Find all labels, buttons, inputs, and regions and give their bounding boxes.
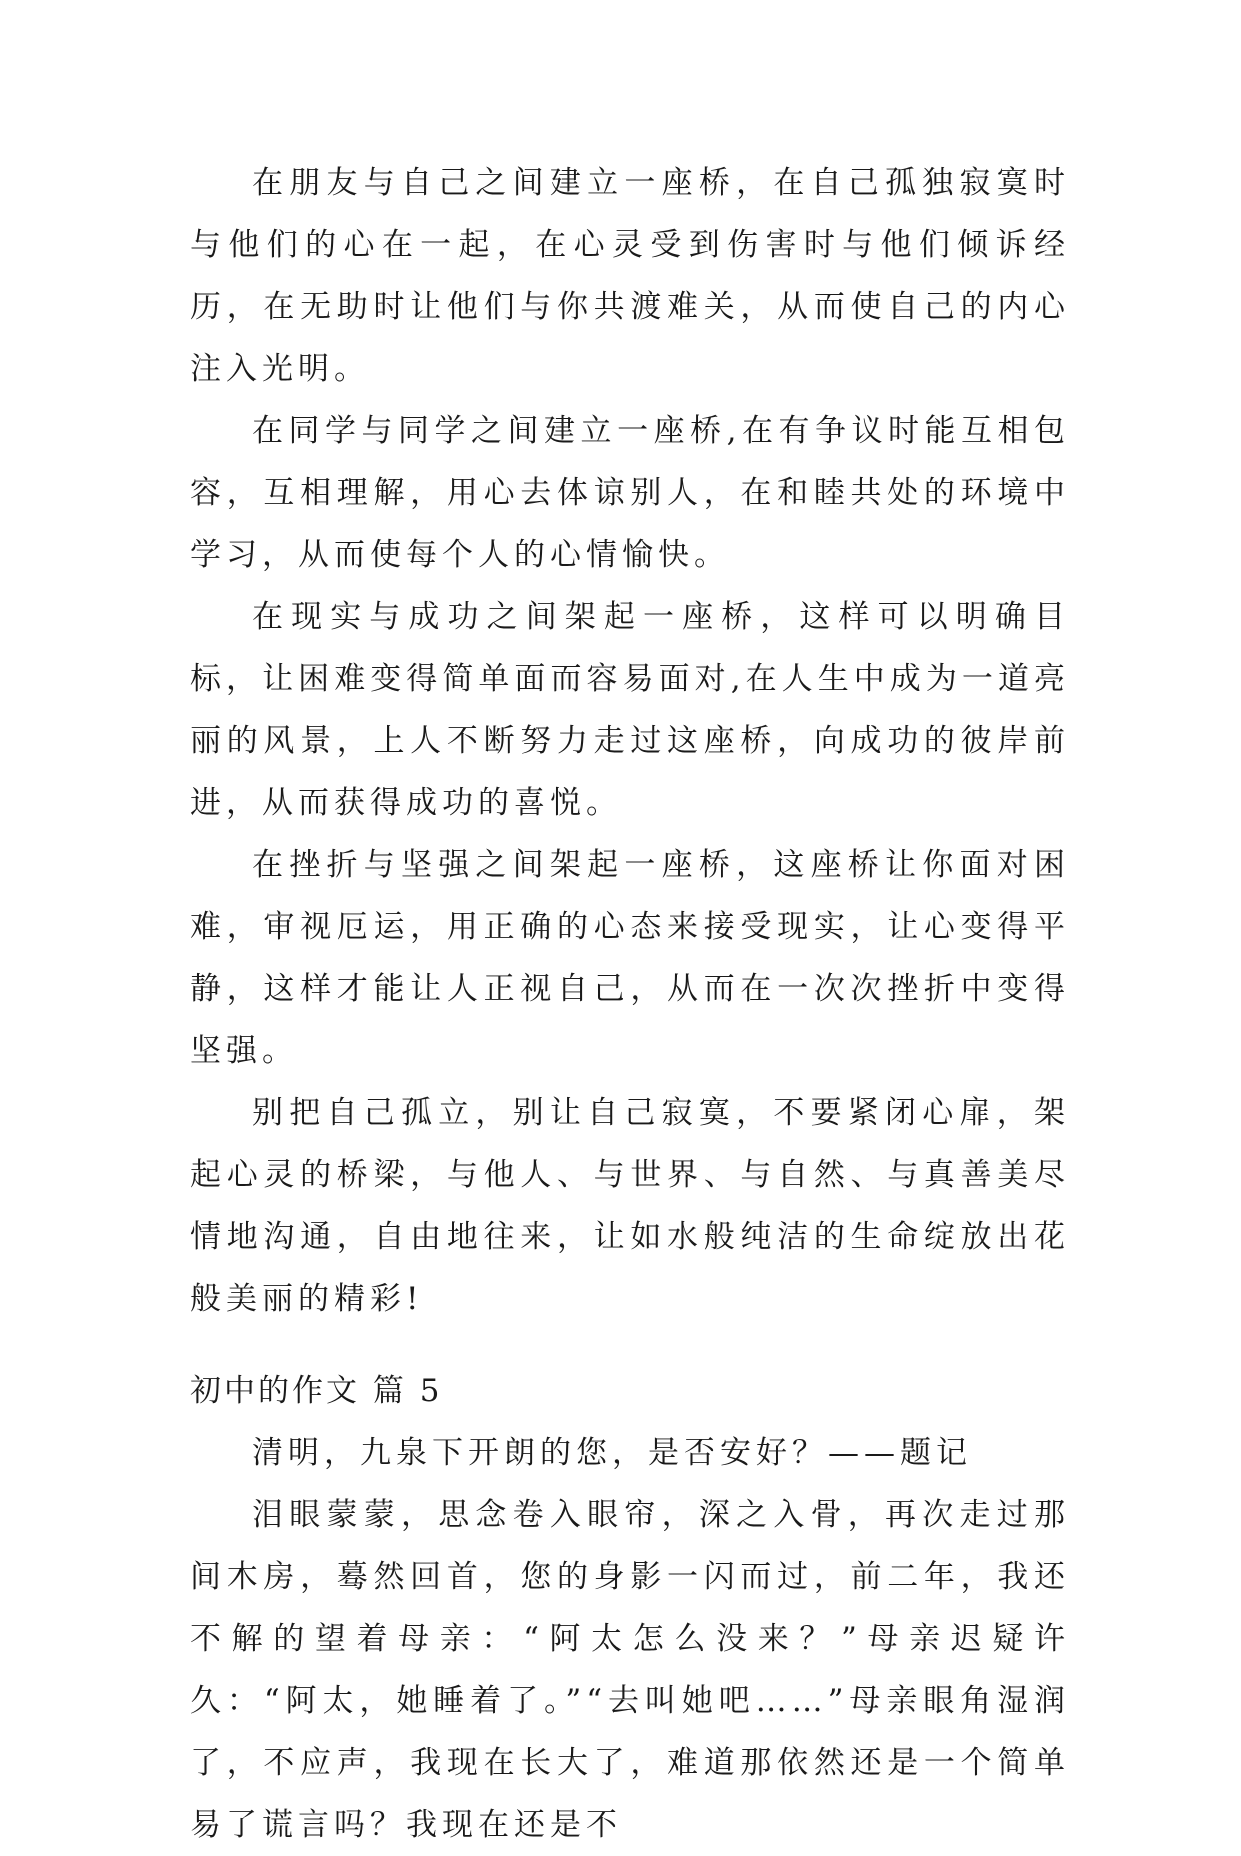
section-heading: 初中的作文 篇 5 <box>190 1373 443 1409</box>
paragraph: 泪眼蒙蒙，思念卷入眼帘，深之入骨，再次走过那间木房，蓦然回首，您的身影一闪而过，前二年，我还不解的望着母亲：“阿太怎么没来？”母亲迟疑许久：“阿太，她睡着了。”“去叫她吧……”母亲眼角湿润了，不应声，我现在长大了，难道那依然还是一个简单易了谎言吗？我现在还是不 <box>190 1497 1070 1843</box>
document-body <box>190 152 1070 1856</box>
paragraph: 别把自己孤立，别让自己寂寞，不要紧闭心扉，架起心灵的桥梁，与他人、与世界、与自然、与真善美尽情地沟通，自由地往来，让如水般纯洁的生命绽放出花般美丽的精彩! <box>190 1095 1070 1317</box>
paragraph: 在同学与同学之间建立一座桥,在有争议时能互相包容，互相理解，用心去体谅别人，在和睦共处的环境中学习，从而使每个人的心情愉快。 <box>190 413 1070 573</box>
epigraph: 清明，九泉下开朗的您，是否安好？——题记 <box>252 1435 972 1471</box>
paragraph: 在现实与成功之间架起一座桥，这样可以明确目标，让困难变得简单面而容易面对,在人生中成为一道亮丽的风景，上人不断努力走过这座桥，向成功的彼岸前进，从而获得成功的喜悦。 <box>190 599 1070 821</box>
paragraph: 在挫折与坚强之间架起一座桥，这座桥让你面对困难，审视厄运，用正确的心态来接受现实，让心变得平静，这样才能让人正视自己，从而在一次次挫折中变得坚强。 <box>190 847 1070 1069</box>
paragraph: 在朋友与自己之间建立一座桥，在自己孤独寂寞时与他们的心在一起，在心灵受到伤害时与他们倾诉经历，在无助时让他们与你共渡难关，从而使自己的内心注入光明。 <box>190 165 1070 387</box>
